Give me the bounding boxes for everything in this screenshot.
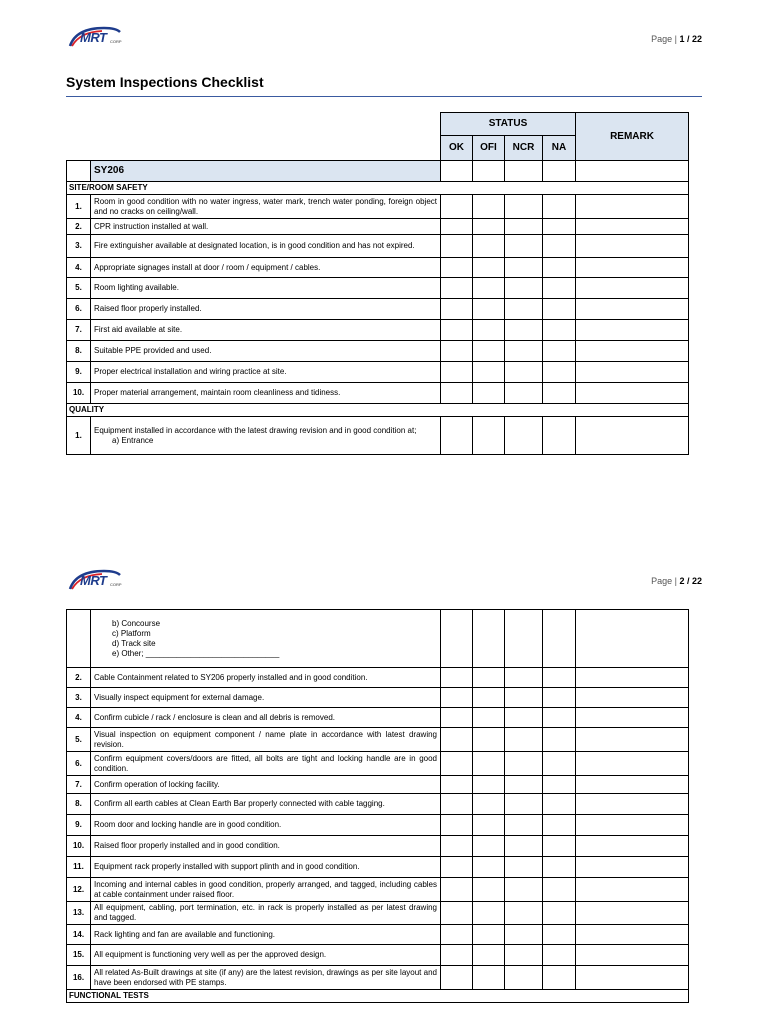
item-number: 11. (67, 857, 91, 878)
remark-cell[interactable] (576, 219, 689, 235)
table-row (67, 688, 689, 708)
item-description: Cable Containment related to SY206 properly installed and in good condition. (91, 668, 441, 688)
status-cell[interactable] (505, 776, 543, 794)
status-cell[interactable] (543, 195, 576, 219)
status-cell[interactable] (441, 708, 473, 728)
status-cell[interactable] (543, 688, 576, 708)
status-cell[interactable] (543, 668, 576, 688)
table-row (67, 857, 689, 878)
status-cell[interactable] (473, 728, 505, 752)
item-number: 10. (67, 836, 91, 857)
table-row (67, 258, 689, 278)
item-number: 9. (67, 815, 91, 836)
logo-text: MRT (80, 30, 107, 45)
status-cell[interactable] (441, 925, 473, 945)
col-ok: OK (441, 136, 473, 161)
status-cell[interactable] (505, 195, 543, 219)
remark-cell[interactable] (576, 857, 689, 878)
table-row (67, 794, 689, 815)
status-cell[interactable] (473, 235, 505, 258)
remark-cell[interactable] (576, 383, 689, 404)
item-description: Confirm equipment covers/doors are fitted, all bolts are tight and locking handle are in good condition. (91, 752, 441, 776)
table-row (67, 902, 689, 925)
item-number: 8. (67, 341, 91, 362)
status-cell[interactable] (543, 383, 576, 404)
remark-cell[interactable] (576, 362, 689, 383)
item-description: Visual inspection on equipment component / name plate in accordance with latest drawing revision. (91, 728, 441, 752)
status-header: STATUS (441, 113, 576, 136)
item-description: Incoming and internal cables in good condition, properly arranged, and tagged, including cables at cable containment under raised floor. (91, 878, 441, 902)
remark-cell[interactable] (576, 945, 689, 966)
item-number: 12. (67, 878, 91, 902)
status-cell[interactable] (441, 794, 473, 815)
remark-cell[interactable] (576, 299, 689, 320)
item-number: 2. (67, 219, 91, 235)
table-row (67, 966, 689, 990)
item-number: 10. (67, 383, 91, 404)
status-cell[interactable] (505, 383, 543, 404)
status-cell[interactable] (505, 815, 543, 836)
item-description: Appropriate signages install at door / room / equipment / cables. (91, 258, 441, 278)
status-cell[interactable] (473, 925, 505, 945)
status-cell[interactable] (543, 902, 576, 925)
item-description: Raised floor properly installed and in good condition. (91, 836, 441, 857)
status-cell[interactable] (473, 362, 505, 383)
page-number: Page | 2 / 22 (651, 576, 702, 586)
item-description: CPR instruction installed at wall. (91, 219, 441, 235)
status-cell[interactable] (473, 815, 505, 836)
status-cell[interactable] (441, 688, 473, 708)
status-cell[interactable] (505, 219, 543, 235)
status-cell[interactable] (441, 902, 473, 925)
item-number: 1. (67, 195, 91, 219)
item-description: Room door and locking handle are in good condition. (91, 815, 441, 836)
status-cell[interactable] (473, 258, 505, 278)
col-ncr: NCR (505, 136, 543, 161)
status-cell[interactable] (473, 857, 505, 878)
status-cell[interactable] (473, 945, 505, 966)
status-cell[interactable] (441, 776, 473, 794)
status-cell[interactable] (441, 299, 473, 320)
remark-cell[interactable] (576, 902, 689, 925)
mrt-logo (66, 24, 122, 50)
table-row (67, 219, 689, 235)
status-cell[interactable] (543, 299, 576, 320)
status-cell[interactable] (441, 320, 473, 341)
status-cell[interactable] (505, 362, 543, 383)
item-number: 7. (67, 320, 91, 341)
status-cell[interactable] (505, 708, 543, 728)
status-cell[interactable] (441, 878, 473, 902)
remark-cell[interactable] (576, 815, 689, 836)
page-title: System Inspections Checklist (66, 74, 264, 90)
status-cell[interactable] (505, 278, 543, 299)
table-row (67, 708, 689, 728)
table-row (67, 278, 689, 299)
status-cell[interactable] (543, 878, 576, 902)
status-cell[interactable] (543, 235, 576, 258)
remark-cell[interactable] (576, 668, 689, 688)
table-row (67, 195, 689, 219)
remark-cell[interactable] (576, 278, 689, 299)
status-cell[interactable] (473, 688, 505, 708)
status-cell[interactable] (505, 235, 543, 258)
item-description: Proper material arrangement, maintain room cleanliness and tidiness. (91, 383, 441, 404)
item-description: All related As-Built drawings at site (if any) are the latest revision, drawings as per site layout and have been endorsed with PE stamps. (91, 966, 441, 990)
status-cell[interactable] (441, 836, 473, 857)
table-row (67, 776, 689, 794)
table-row: 1. Equipment installed in accordance with the latest drawing revision and in good condition at; a) Entrance (67, 417, 689, 455)
item-number: 16. (67, 966, 91, 990)
status-cell[interactable] (473, 966, 505, 990)
status-cell[interactable] (473, 195, 505, 219)
status-cell[interactable] (473, 752, 505, 776)
logo-text: MRT (80, 573, 107, 588)
status-cell[interactable] (441, 857, 473, 878)
status-cell[interactable] (543, 219, 576, 235)
status-cell[interactable] (543, 945, 576, 966)
status-cell[interactable] (505, 688, 543, 708)
table-row (67, 668, 689, 688)
remark-cell[interactable] (576, 776, 689, 794)
status-cell[interactable] (505, 668, 543, 688)
mrt-logo (66, 567, 122, 593)
status-cell[interactable] (473, 708, 505, 728)
status-cell[interactable] (441, 235, 473, 258)
remark-cell[interactable] (576, 836, 689, 857)
remark-cell[interactable] (576, 708, 689, 728)
status-cell[interactable] (505, 945, 543, 966)
page-2 (0, 545, 768, 1024)
status-cell[interactable] (505, 925, 543, 945)
status-cell[interactable] (505, 320, 543, 341)
section-quality: QUALITY (67, 404, 689, 417)
table-row (67, 836, 689, 857)
remark-cell[interactable] (576, 320, 689, 341)
status-cell[interactable] (543, 258, 576, 278)
status-cell[interactable] (441, 945, 473, 966)
status-cell[interactable] (505, 902, 543, 925)
item-number: 13. (67, 902, 91, 925)
status-cell[interactable] (473, 320, 505, 341)
item-number: 5. (67, 728, 91, 752)
status-cell[interactable] (441, 815, 473, 836)
status-cell[interactable] (543, 708, 576, 728)
item-description: Rack lighting and fan are available and functioning. (91, 925, 441, 945)
table-row (67, 362, 689, 383)
status-cell[interactable] (473, 219, 505, 235)
item-description: All equipment is functioning very well as per the approved design. (91, 945, 441, 966)
status-cell[interactable] (441, 752, 473, 776)
logo-sub: CORP (110, 39, 122, 44)
status-cell[interactable] (473, 299, 505, 320)
status-cell[interactable] (441, 219, 473, 235)
title-divider (66, 96, 702, 97)
checklist-table-2 (66, 609, 689, 1003)
item-description: Confirm operation of locking facility. (91, 776, 441, 794)
item-number: 9. (67, 362, 91, 383)
status-cell[interactable] (543, 728, 576, 752)
status-cell[interactable] (505, 794, 543, 815)
status-cell[interactable] (441, 258, 473, 278)
item-number: 6. (67, 752, 91, 776)
col-na: NA (543, 136, 576, 161)
table-row (67, 299, 689, 320)
status-cell[interactable] (505, 752, 543, 776)
item-number: 14. (67, 925, 91, 945)
status-cell[interactable] (543, 362, 576, 383)
status-cell[interactable] (473, 836, 505, 857)
table-row (67, 752, 689, 776)
status-cell[interactable] (473, 278, 505, 299)
item-description: First aid available at site. (91, 320, 441, 341)
item-number: 8. (67, 794, 91, 815)
page-number: Page | 1 / 22 (651, 34, 702, 44)
section-site-safety: SITE/ROOM SAFETY (67, 182, 689, 195)
status-cell[interactable] (543, 278, 576, 299)
item-description: Room in good condition with no water ingress, water mark, trench water ponding, foreign object and no cracks on ceiling/wall. (91, 195, 441, 219)
status-cell[interactable] (505, 966, 543, 990)
item-description: Equipment rack properly installed with support plinth and in good condition. (91, 857, 441, 878)
remark-header: REMARK (576, 113, 689, 161)
item-description: All equipment, cabling, port termination, etc. in rack is properly installed as per latest drawing and tagged. (91, 902, 441, 925)
item-number: 6. (67, 299, 91, 320)
status-cell[interactable] (473, 776, 505, 794)
status-cell[interactable] (441, 728, 473, 752)
status-cell[interactable] (543, 776, 576, 794)
status-cell[interactable] (441, 383, 473, 404)
status-cell[interactable] (543, 815, 576, 836)
status-cell[interactable] (473, 341, 505, 362)
status-cell[interactable] (505, 836, 543, 857)
table-row: b) Concourse c) Platform d) Track site e) Other; ______________________________ (67, 610, 689, 668)
status-cell[interactable] (441, 966, 473, 990)
item-description: Fire extinguisher available at designated location, is in good condition and has not expired. (91, 235, 441, 258)
status-cell[interactable] (441, 195, 473, 219)
item-description: Confirm cubicle / rack / enclosure is clean and all debris is removed. (91, 708, 441, 728)
status-cell[interactable] (505, 878, 543, 902)
status-cell[interactable] (441, 278, 473, 299)
item-description: Proper electrical installation and wiring practice at site. (91, 362, 441, 383)
status-cell[interactable] (473, 794, 505, 815)
table-row (67, 815, 689, 836)
table-row (67, 728, 689, 752)
system-code: SY206 (91, 161, 441, 182)
checklist-table-1 (66, 112, 689, 455)
status-cell[interactable] (505, 341, 543, 362)
item-description: Suitable PPE provided and used. (91, 341, 441, 362)
item-description: Visually inspect equipment for external damage. (91, 688, 441, 708)
status-cell[interactable] (543, 794, 576, 815)
remark-cell[interactable] (576, 195, 689, 219)
item-number: 3. (67, 235, 91, 258)
status-cell[interactable] (473, 383, 505, 404)
status-cell[interactable] (505, 299, 543, 320)
status-cell[interactable] (473, 668, 505, 688)
item-description: Room lighting available. (91, 278, 441, 299)
logo-sub: CORP (110, 582, 122, 587)
table-row (67, 235, 689, 258)
remark-cell[interactable] (576, 878, 689, 902)
item-number: 5. (67, 278, 91, 299)
remark-cell[interactable] (576, 966, 689, 990)
status-cell[interactable] (543, 836, 576, 857)
remark-cell[interactable] (576, 688, 689, 708)
remark-cell[interactable] (576, 728, 689, 752)
col-ofi: OFI (473, 136, 505, 161)
item-number: 3. (67, 688, 91, 708)
table-row (67, 341, 689, 362)
status-cell[interactable] (441, 362, 473, 383)
status-cell[interactable] (543, 320, 576, 341)
remark-cell[interactable] (576, 925, 689, 945)
remark-cell[interactable] (576, 235, 689, 258)
status-cell[interactable] (441, 341, 473, 362)
status-cell[interactable] (543, 966, 576, 990)
status-cell[interactable] (473, 878, 505, 902)
item-number: 15. (67, 945, 91, 966)
table-row (67, 320, 689, 341)
status-cell[interactable] (505, 258, 543, 278)
status-cell[interactable] (473, 902, 505, 925)
item-number: 4. (67, 708, 91, 728)
item-description: Raised floor properly installed. (91, 299, 441, 320)
remark-cell[interactable] (576, 752, 689, 776)
table-row (67, 925, 689, 945)
status-cell[interactable] (543, 857, 576, 878)
status-cell[interactable] (505, 728, 543, 752)
status-cell[interactable] (543, 341, 576, 362)
remark-cell[interactable] (576, 794, 689, 815)
status-cell[interactable] (505, 857, 543, 878)
item-number: 2. (67, 668, 91, 688)
status-cell[interactable] (441, 668, 473, 688)
item-number: 7. (67, 776, 91, 794)
table-row (67, 945, 689, 966)
remark-cell[interactable] (576, 341, 689, 362)
table-row (67, 878, 689, 902)
section-functional: FUNCTIONAL TESTS (67, 990, 689, 1003)
item-number: 4. (67, 258, 91, 278)
remark-cell[interactable] (576, 258, 689, 278)
table-row (67, 383, 689, 404)
item-description: Confirm all earth cables at Clean Earth Bar properly connected with cable tagging. (91, 794, 441, 815)
status-cell[interactable] (543, 925, 576, 945)
status-cell[interactable] (543, 752, 576, 776)
